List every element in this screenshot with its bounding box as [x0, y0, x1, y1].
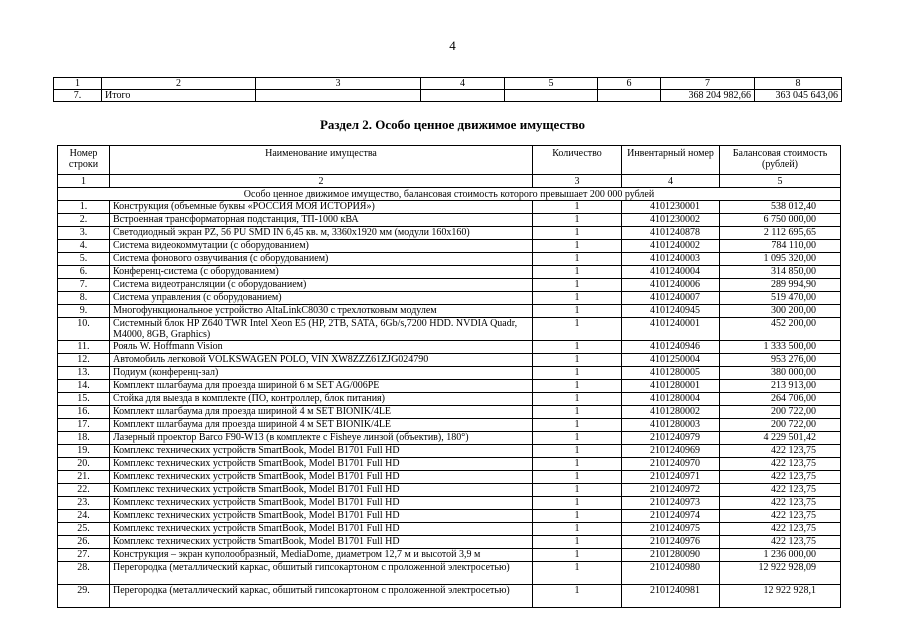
row-number: 9. — [58, 305, 110, 318]
quantity: 1 — [533, 497, 622, 510]
quantity: 1 — [533, 380, 622, 393]
quantity: 1 — [533, 484, 622, 497]
inventory-number: 4101240878 — [622, 227, 720, 240]
table-row — [58, 497, 841, 510]
property-name: Комплект шлагбаума для проезда шириной 6 м SET AG/006PE — [110, 380, 533, 393]
total-value: 363 045 643,06 — [755, 90, 842, 102]
quantity: 1 — [533, 341, 622, 354]
header-cell: 4 — [421, 78, 505, 90]
header-cell: 6 — [598, 78, 661, 90]
balance-cost: 422 123,75 — [720, 471, 841, 484]
balance-cost: 300 200,00 — [720, 305, 841, 318]
index-cell: 4 — [622, 175, 720, 188]
table-row — [58, 432, 841, 445]
quantity: 1 — [533, 292, 622, 305]
property-name: Системный блок HP Z640 TWR Intel Xeon E5 (HP, 2TB, SATA, 6Gb/s,7200 HDD. NVDIA Quadr, M4000, 8GB, Graphics) — [110, 318, 533, 341]
property-name: Комплекс технических устройств SmartBook, Model B1701 Full HD — [110, 445, 533, 458]
page-number: 4 — [449, 38, 456, 53]
row-number: 7. — [58, 279, 110, 292]
inventory-number: 4101230002 — [622, 214, 720, 227]
row-number: 5. — [58, 253, 110, 266]
row-number: 25. — [58, 523, 110, 536]
inventory-number: 4101240002 — [622, 240, 720, 253]
row-number: 26. — [58, 536, 110, 549]
row-number: 29. — [58, 585, 110, 608]
property-name: Система видеокоммутации (с оборудованием) — [110, 240, 533, 253]
header-row-no: Номер строки — [58, 146, 110, 175]
table-row — [58, 406, 841, 419]
row-number: 28. — [58, 562, 110, 585]
quantity: 1 — [533, 549, 622, 562]
table-row — [58, 292, 841, 305]
property-name: Конференц-система (с оборудованием) — [110, 266, 533, 279]
index-cell: 1 — [58, 175, 110, 188]
balance-cost: 200 722,00 — [720, 419, 841, 432]
property-name: Встроенная трансформаторная подстанция, ТП-1000 кВА — [110, 214, 533, 227]
quantity: 1 — [533, 510, 622, 523]
table-row — [58, 253, 841, 266]
balance-cost: 422 123,75 — [720, 497, 841, 510]
header-qty: Количество — [533, 146, 622, 175]
row-number: 13. — [58, 367, 110, 380]
property-name: Комплект шлагбаума для проезда шириной 4 м SET BIONIK/4LE — [110, 406, 533, 419]
table-row — [58, 341, 841, 354]
quantity: 1 — [533, 318, 622, 341]
row-number: 14. — [58, 380, 110, 393]
property-name: Комплекс технических устройств SmartBook, Model B1701 Full HD — [110, 536, 533, 549]
table-row — [58, 227, 841, 240]
balance-cost: 452 200,00 — [720, 318, 841, 341]
table-row — [58, 279, 841, 292]
previous-section-table — [53, 77, 842, 102]
property-name: Перегородка (металлический каркас, обшитый гипсокартоном с проложенной электросетью) — [110, 562, 533, 585]
table-row — [58, 523, 841, 536]
table-header-row — [58, 146, 841, 175]
quantity: 1 — [533, 432, 622, 445]
property-name: Светодиодный экран PZ, 56 PU SMD IN 6,45 кв. м, 3360х1920 мм (модули 160х160) — [110, 227, 533, 240]
balance-cost: 422 123,75 — [720, 445, 841, 458]
row-number: 4. — [58, 240, 110, 253]
table-row — [58, 305, 841, 318]
header-cell: 7 — [661, 78, 755, 90]
total-value: 368 204 982,66 — [661, 90, 755, 102]
inventory-number: 4101240006 — [622, 279, 720, 292]
property-name: Комплект шлагбаума для проезда шириной 4 м SET BIONIK/4LE — [110, 419, 533, 432]
table-row — [58, 585, 841, 608]
property-name: Комплекс технических устройств SmartBook, Model B1701 Full HD — [110, 497, 533, 510]
balance-cost: 6 750 000,00 — [720, 214, 841, 227]
inventory-number: 4101240945 — [622, 305, 720, 318]
quantity: 1 — [533, 201, 622, 214]
table-row — [58, 266, 841, 279]
header-name: Наименование имущества — [110, 146, 533, 175]
table-row — [58, 536, 841, 549]
balance-cost: 422 123,75 — [720, 536, 841, 549]
property-name: Система фонового озвучивания (с оборудованием) — [110, 253, 533, 266]
table-row — [58, 393, 841, 406]
inventory-number: 4101240003 — [622, 253, 720, 266]
table-row — [58, 380, 841, 393]
quantity: 1 — [533, 585, 622, 608]
index-cell: 2 — [110, 175, 533, 188]
property-name: Рояль W. Hoffmann Vision — [110, 341, 533, 354]
property-name: Подиум (конференц-зал) — [110, 367, 533, 380]
inventory-number: 2101240970 — [622, 458, 720, 471]
table-row — [58, 318, 841, 341]
quantity: 1 — [533, 240, 622, 253]
inventory-number: 2101240973 — [622, 497, 720, 510]
property-name: Многофункциональное устройство AltaLinkC8030 с трехлотковым модулем — [110, 305, 533, 318]
quantity: 1 — [533, 354, 622, 367]
row-number: 21. — [58, 471, 110, 484]
row-number: 12. — [58, 354, 110, 367]
inventory-number: 2101240972 — [622, 484, 720, 497]
quantity: 1 — [533, 214, 622, 227]
property-name: Стойка для выезда в комплекте (ПО, контроллер, блок питания) — [110, 393, 533, 406]
group-title-row — [58, 188, 841, 201]
row-number: 11. — [58, 341, 110, 354]
inventory-number: 4101280002 — [622, 406, 720, 419]
quantity: 1 — [533, 266, 622, 279]
row-number: 10. — [58, 318, 110, 341]
row-number: 19. — [58, 445, 110, 458]
table-row — [58, 510, 841, 523]
table-row — [58, 484, 841, 497]
row-number: 3. — [58, 227, 110, 240]
property-name: Комплекс технических устройств SmartBook, Model B1701 Full HD — [110, 523, 533, 536]
quantity: 1 — [533, 253, 622, 266]
inventory-number: 2101240969 — [622, 445, 720, 458]
property-name: Комплекс технических устройств SmartBook, Model B1701 Full HD — [110, 471, 533, 484]
inventory-number: 4101280004 — [622, 393, 720, 406]
table-header-row — [54, 78, 842, 90]
property-name: Комплекс технических устройств SmartBook, Model B1701 Full HD — [110, 458, 533, 471]
balance-cost: 422 123,75 — [720, 523, 841, 536]
quantity: 1 — [533, 458, 622, 471]
row-number: 17. — [58, 419, 110, 432]
inventory-number: 2101240979 — [622, 432, 720, 445]
valuable-property-table — [57, 145, 841, 608]
inventory-number: 2101280090 — [622, 549, 720, 562]
table-row — [58, 445, 841, 458]
row-number: 1. — [58, 201, 110, 214]
property-name: Система видеотрансляции (с оборудованием) — [110, 279, 533, 292]
inventory-number: 4101240007 — [622, 292, 720, 305]
header-cell: 8 — [755, 78, 842, 90]
quantity: 1 — [533, 393, 622, 406]
inventory-number: 2101240974 — [622, 510, 720, 523]
table-row — [58, 562, 841, 585]
quantity: 1 — [533, 419, 622, 432]
table-row — [58, 240, 841, 253]
balance-cost: 953 276,00 — [720, 354, 841, 367]
header-cell: 5 — [505, 78, 598, 90]
group-title: Особо ценное движимое имущество, балансовая стоимость которого превышает 200 000 рублей — [58, 188, 841, 201]
inventory-number: 4101240001 — [622, 318, 720, 341]
balance-cost: 422 123,75 — [720, 510, 841, 523]
table-row — [58, 549, 841, 562]
balance-cost: 380 000,00 — [720, 367, 841, 380]
quantity: 1 — [533, 445, 622, 458]
table-row — [58, 471, 841, 484]
row-number: 24. — [58, 510, 110, 523]
row-number: 20. — [58, 458, 110, 471]
table-row — [58, 458, 841, 471]
balance-cost: 264 706,00 — [720, 393, 841, 406]
empty-cell — [505, 90, 598, 102]
row-number: 16. — [58, 406, 110, 419]
empty-cell — [598, 90, 661, 102]
row-number: 22. — [58, 484, 110, 497]
property-name: Комплекс технических устройств SmartBook, Model B1701 Full HD — [110, 510, 533, 523]
balance-cost: 12 922 928,09 — [720, 562, 841, 585]
quantity: 1 — [533, 227, 622, 240]
table-row — [58, 201, 841, 214]
header-cell: 3 — [256, 78, 421, 90]
quantity: 1 — [533, 562, 622, 585]
balance-cost: 4 229 501,42 — [720, 432, 841, 445]
balance-cost: 784 110,00 — [720, 240, 841, 253]
property-name: Конструкция – экран куполообразный, MediaDome, диаметром 12,7 м и высотой 3,9 м — [110, 549, 533, 562]
total-row — [54, 90, 842, 102]
row-number: 2. — [58, 214, 110, 227]
inventory-number: 4101230001 — [622, 201, 720, 214]
quantity: 1 — [533, 279, 622, 292]
property-name: Перегородка (металлический каркас, обшитый гипсокартоном с проложенной электросетью) — [110, 585, 533, 608]
row-number: 27. — [58, 549, 110, 562]
quantity: 1 — [533, 367, 622, 380]
section-title: Раздел 2. Особо ценное движимое имущество — [319, 117, 586, 132]
column-index-row — [58, 175, 841, 188]
quantity: 1 — [533, 471, 622, 484]
table-row — [58, 214, 841, 227]
quantity: 1 — [533, 536, 622, 549]
balance-cost: 1 333 500,00 — [720, 341, 841, 354]
inventory-number: 4101240946 — [622, 341, 720, 354]
row-number: 18. — [58, 432, 110, 445]
quantity: 1 — [533, 523, 622, 536]
row-number: 15. — [58, 393, 110, 406]
balance-cost: 12 922 928,1 — [720, 585, 841, 608]
row-number: 23. — [58, 497, 110, 510]
table-row — [58, 354, 841, 367]
empty-cell — [256, 90, 421, 102]
inventory-number: 4101280003 — [622, 419, 720, 432]
balance-cost: 422 123,75 — [720, 484, 841, 497]
quantity: 1 — [533, 305, 622, 318]
inventory-number: 4101280001 — [622, 380, 720, 393]
balance-cost: 538 012,40 — [720, 201, 841, 214]
table-row — [58, 367, 841, 380]
inventory-number: 2101240981 — [622, 585, 720, 608]
balance-cost: 422 123,75 — [720, 458, 841, 471]
property-name: Автомобиль легковой VOLKSWAGEN POLO, VIN XW8ZZZ61ZJG024790 — [110, 354, 533, 367]
header-cell: 2 — [102, 78, 256, 90]
index-cell: 3 — [533, 175, 622, 188]
balance-cost: 289 994,90 — [720, 279, 841, 292]
total-label: Итого — [102, 90, 256, 102]
header-inv: Инвентарный номер — [622, 146, 720, 175]
table-row — [58, 419, 841, 432]
inventory-number: 4101280005 — [622, 367, 720, 380]
property-name: Конструкция (объемные буквы «РОССИЯ МОЯ ИСТОРИЯ») — [110, 201, 533, 214]
inventory-number: 4101240004 — [622, 266, 720, 279]
inventory-number: 4101250004 — [622, 354, 720, 367]
balance-cost: 2 112 695,65 — [720, 227, 841, 240]
balance-cost: 213 913,00 — [720, 380, 841, 393]
inventory-number: 2101240971 — [622, 471, 720, 484]
balance-cost: 314 850,00 — [720, 266, 841, 279]
row-number: 7. — [54, 90, 102, 102]
property-name: Система управления (с оборудованием) — [110, 292, 533, 305]
quantity: 1 — [533, 406, 622, 419]
balance-cost: 1 236 000,00 — [720, 549, 841, 562]
inventory-number: 2101240975 — [622, 523, 720, 536]
header-cost: Балансовая стоимость (рублей) — [720, 146, 841, 175]
inventory-number: 2101240976 — [622, 536, 720, 549]
empty-cell — [421, 90, 505, 102]
index-cell: 5 — [720, 175, 841, 188]
balance-cost: 1 095 320,00 — [720, 253, 841, 266]
header-cell: 1 — [54, 78, 102, 90]
row-number: 8. — [58, 292, 110, 305]
row-number: 6. — [58, 266, 110, 279]
balance-cost: 200 722,00 — [720, 406, 841, 419]
inventory-number: 2101240980 — [622, 562, 720, 585]
property-name: Лазерный проектор Barco F90-W13 (в комплекте с Fisheye линзой (объектив), 180°) — [110, 432, 533, 445]
balance-cost: 519 470,00 — [720, 292, 841, 305]
property-name: Комплекс технических устройств SmartBook, Model B1701 Full HD — [110, 484, 533, 497]
